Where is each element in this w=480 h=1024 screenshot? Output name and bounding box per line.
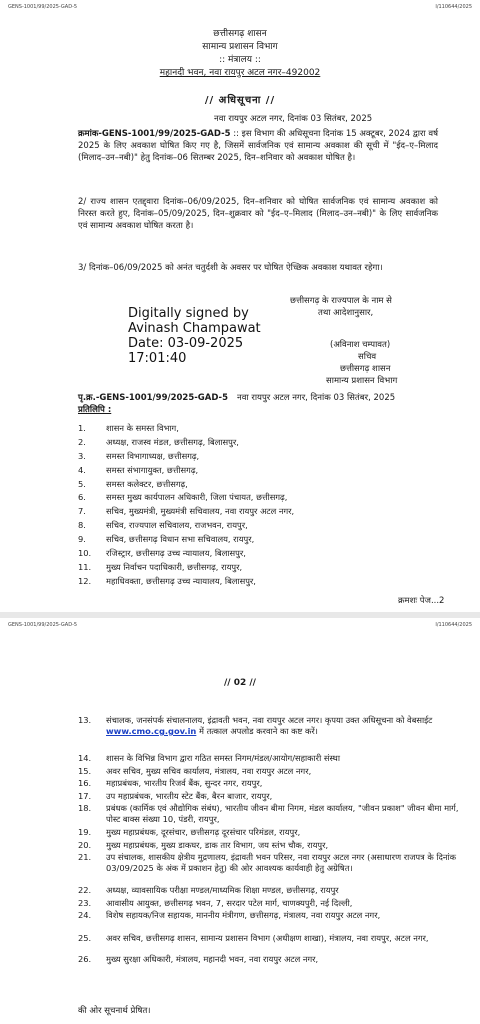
list-item-text: सचिव, राज्यपाल सचिवालय, राजभवन, रायपुर, (106, 520, 248, 531)
signatory-government: छत्तीसगढ़ शासन (340, 364, 391, 374)
page-header-ref: GENS-1001/99/2025-GAD-5 (8, 4, 78, 10)
list-item-text: समस्त विभागाध्यक्ष, छत्तीसगढ़, (106, 450, 200, 461)
list-item-text: मुख्य महाप्रबंधक, दूरसंचार, छत्तीसगढ़ दूरसंचार परिमंडल, रायपुर, (106, 827, 301, 837)
signatory-name: (अविनाश चम्पावत) (330, 340, 391, 350)
notification-place-date: नवा रायपुर अटल नगर, दिनांक 03 सितंबर, 2025 (214, 114, 373, 124)
notification-title: // अधिसूचना // (204, 95, 276, 106)
list-item-number: 2. (78, 436, 86, 447)
list-item-number: 19. (78, 827, 92, 837)
list-item-number: 17. (78, 790, 92, 801)
letterhead-ministry: :: मंत्रालय :: (219, 55, 261, 65)
list-item-number: 26. (78, 954, 92, 964)
paragraph-3: 3/ दिनांक–06/09/2025 को अनंत चतुर्दशी के अवसर पर घोषित ऐच्छिक अवकाश यथावत रहेगा। (78, 263, 383, 273)
digital-signature-name: Avinash Champawat (128, 321, 261, 336)
list-item-number: 1. (78, 423, 86, 433)
list-item-text: शासन के समस्त विभाग, (106, 423, 179, 433)
list-item-number: 6. (78, 492, 86, 503)
list-item-number: 4. (78, 464, 86, 475)
list-item-number: 15. (78, 765, 92, 776)
list-item-text: मुख्य महाप्रबंधक, मुख्य डाकघर, डाक तार विभाग, जय स्तंभ चौक, रायपुर, (106, 839, 329, 850)
list-item-text: समस्त मुख्य कार्यपालन अधिकारी, जिला पंचायत, छत्तीसगढ़, (106, 492, 288, 503)
letterhead-address: महानदी भवन, नवा रायपुर अटल नगर–492002 (159, 68, 321, 78)
page-number: // 02 // (224, 678, 256, 688)
list-item-text: अवर सचिव, मुख्य सचिव कार्यालय, मंत्रालय, नवा रायपुर अटल नगर, (106, 765, 312, 776)
list-item-text: मुख्य निर्वाचन पदाधिकारी, छत्तीसगढ़, रायपुर, (106, 561, 243, 572)
authority-line-1: छत्तीसगढ़ के राज्यपाल के नाम से (290, 296, 392, 306)
paragraph-1-text: :: इस विभाग की अधिसूचना दिनांक 15 अक्टूबर, 2024 द्वारा वर्ष 2025 के लिए अवकाश घोषित किए गए है, जिसमें सार्वजनिक एवं सामान्य अवकाश की सूची में "ईद–ए–मिलाद (मिलाद–उन–नबी)" हेतु दिनांक–06 सितम्बर 2025, दिन–शनिवार को अवकाश घोषित है। (78, 129, 439, 163)
list-item-text: महाधिवक्ता, छत्तीसगढ़ उच्च न्यायालय, बिलासपुर, (106, 575, 256, 586)
list-item-text: अध्यक्ष, व्यावसायिक परीक्षा मण्डल/माध्यमिक शिक्षा मण्डल, छत्तीसगढ़, रायपुर (106, 885, 339, 895)
list-item-number: 21. (78, 852, 92, 862)
page-2-header-ref: GENS-1001/99/2025-GAD-5 (8, 622, 78, 628)
digital-signature (128, 306, 261, 366)
list-item-text: सचिव, मुख्यमंत्री, मुख्यमंत्री सचिवालय, नवा रायपुर अटल नगर, (106, 506, 295, 517)
page-2-header-id: I/110644/2025 (435, 622, 472, 628)
list-item-number: 22. (78, 885, 92, 895)
list-item-text: समस्त संभागायुक्त, छत्तीसगढ़, (106, 464, 199, 475)
list-item-number: 7. (78, 506, 86, 517)
letterhead-department: सामान्य प्रशासन विभाग (202, 42, 278, 52)
list-item-text: मुख्य सुरक्षा अधिकारी, मंत्रालय, महानदी भवन, नवा रायपुर अटल नगर, (106, 954, 319, 964)
endorsement-ref: पृ.क्र.-GENS-1001/99/2025-GAD-5 (78, 393, 228, 403)
copy-label: प्रतिलिपि : (78, 405, 112, 415)
notification-ref-number: क्रमांक-GENS-1001/99/2025-GAD-5 (78, 129, 231, 139)
list-item-number: 9. (78, 534, 86, 545)
continued-note: क्रमशः पेज...2 (398, 596, 445, 606)
list-item-text: महाप्रबंधक, भारतीय रिजर्व बैंक, सुन्दर नगर, रायपुर, (106, 778, 263, 788)
list-item-text: रजिस्ट्रार, छत्तीसगढ़ उच्च न्यायालय, बिलासपुर, (106, 548, 246, 559)
list-item-text: उप महाप्रबंधक, भारतीय स्टेट बैंक, बैरन बाजार, रायपुर, (106, 790, 273, 801)
list-item-number: 25. (78, 933, 92, 943)
digital-signature-line-1: Digitally signed by (128, 306, 249, 321)
digital-signature-time: 17:01:40 (128, 351, 187, 366)
list-item-number: 16. (78, 778, 92, 788)
signatory-department: सामान्य प्रशासन विभाग (326, 376, 398, 386)
list-item-text: समस्त कलेक्टर, छत्तीसगढ़, (106, 478, 188, 489)
copy-item-13-number: 13. (78, 715, 92, 725)
list-item-number: 18. (78, 803, 92, 813)
copy-item-13 (78, 715, 462, 737)
paragraph-1 (78, 128, 438, 164)
list-item-number: 14. (78, 753, 92, 763)
list-item-text: शासन के विभिन्न विभाग द्वारा गठित समस्त निगम/मंडल/आयोग/सहाकारी संस्था (106, 753, 340, 763)
list-item-text: विशेष सहायक/निज सहायक, माननीय मंत्रीगण, छत्तीसगढ़, मंत्रालय, नवा रायपुर अटल नगर, (106, 910, 381, 920)
list-item-number: 23. (78, 897, 92, 908)
letterhead-govt: छत्तीसगढ़ शासन (213, 29, 267, 39)
list-item-number: 24. (78, 910, 92, 920)
copy-item-13-text-after: में तत्काल अपलोड करवाने का कष्ट करें। (196, 726, 318, 736)
list-item-text: उप संचालक, शासकीय क्षेत्रीय मुद्रणालय, इंद्रावती भवन परिसर, नवा रायपुर अटल नगर (असाधारण राजपत्र के दिनांक 03/09/2025 के अंक में प्रकाशन हेतु) की ओर आवश्यक कार्यवाही हेतु अग्रेषित। (106, 852, 457, 873)
list-item-number: 5. (78, 478, 86, 489)
list-item-number: 11. (78, 561, 92, 572)
authority-line-2: तथा आदेशानुसार, (318, 308, 374, 318)
list-item-text: सचिव, छत्तीसगढ़ विधान सभा सचिवालय, रायपुर, (106, 534, 255, 545)
closing-note: की ओर सूचनार्थ प्रेषित। (78, 1006, 151, 1016)
list-item-text: प्रबंधक (कार्मिक एवं औद्योगिक संबंध), भारतीय जीवन बीमा निगम, मंडल कार्यालय, "जीवन प्रकाश" जीवन बीमा मार्ग, पोस्ट बाक्स संख्या 10, पंडरी, रायपुर, (106, 803, 459, 824)
signatory-designation: सचिव (358, 352, 377, 362)
list-item-text: आवासीय आयुक्त, छत्तीसगढ़ भवन, 7, सरदार पटेल मार्ग, चाणक्यपुरी, नई दिल्ली, (106, 897, 353, 908)
list-item-number: 10. (78, 548, 92, 559)
list-item-text: अवर सचिव, छत्तीसगढ़ शासन, सामान्य प्रशासन विभाग (अधीक्षण शाखा), मंत्रालय, नवा रायपुर, अटल नगर, (106, 933, 429, 943)
document-page-2 (0, 618, 480, 1024)
list-item-text: अध्यक्ष, राजस्व मंडल, छत्तीसगढ़, बिलासपुर, (106, 436, 239, 447)
digital-signature-date: Date: 03-09-2025 (128, 336, 244, 351)
endorsement-place-date: नवा रायपुर अटल नगर, दिनांक 03 सितंबर, 2025 (237, 393, 396, 403)
list-item-number: 3. (78, 450, 86, 461)
website-link[interactable]: www.cmo.cg.gov.in (106, 726, 197, 736)
paragraph-2: 2/ राज्य शासन एतद्द्वारा दिनांक–06/09/2025, दिन–शनिवार को घोषित सार्वजनिक एवं सामान्य अवकाश को निरस्त करते हुए, दिनांक–05/09/2025, दिन–शुक्रवार को "ईद–ए–मिलाद (मिलाद–उन–नबी)" के लिए सार्वजनिक एवं सामान्य अवकाश घोषित करता है। (78, 197, 438, 231)
copy-item-13-text: संचालक, जनसंपर्क संचालनालय, इंद्रावती भवन, नवा रायपुर अटल नगर। कृपया उक्त अधिसूचना को वेबसाईट (106, 715, 433, 725)
list-item-number: 12. (78, 575, 92, 586)
page-header-id: I/110644/2025 (435, 4, 472, 10)
list-item-number: 20. (78, 839, 92, 850)
list-item-number: 8. (78, 520, 86, 531)
